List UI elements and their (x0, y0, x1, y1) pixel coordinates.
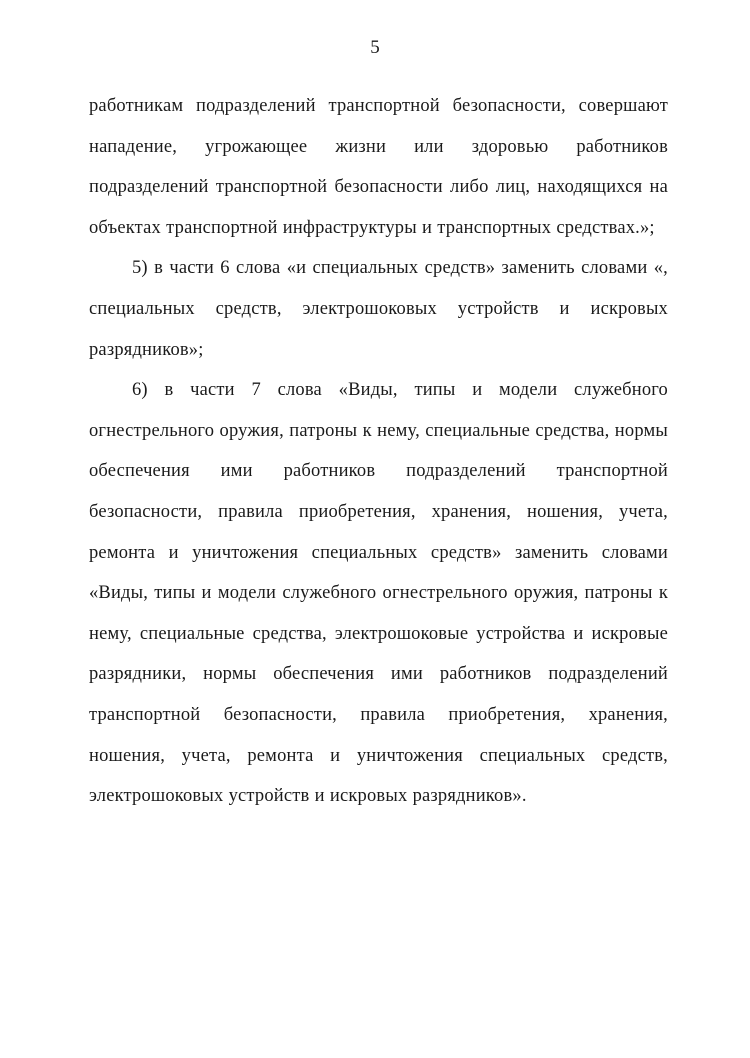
paragraph-item-6: 6) в части 7 слова «Виды, типы и модели служебного огнестрельного оружия, патроны к нему, специальные средства, нормы обеспечения ими работников подразделений транспортной безопасности, правила приобретения, хранения, ношения, учета, ремонта и уничтожения специальных средств» заменить словами «Виды, типы и модели служебного огнестрельного оружия, патроны к нему, специальные средства, электрошоковые устройства и искровые разрядники, нормы обеспечения ими работников подразделений транспортной безопасности, правила приобретения, хранения, ношения, учета, ремонта и уничтожения специальных средств, электрошоковых устройств и искровых разрядников». (89, 380, 668, 807)
page-number: 5 (370, 37, 380, 58)
document-body (89, 86, 668, 817)
paragraph-continuation: работникам подразделений транспортной безопасности, совершают нападение, угрожающее жизни или здоровью работников подразделений транспортной безопасности либо лиц, находящихся на объектах транспортной инфраструктуры и транспортных средствах.»; (89, 96, 668, 238)
paragraph-item-5: 5) в части 6 слова «и специальных средств» заменить словами «, специальных средств, электрошоковых устройств и искровых разрядников»; (89, 258, 668, 360)
